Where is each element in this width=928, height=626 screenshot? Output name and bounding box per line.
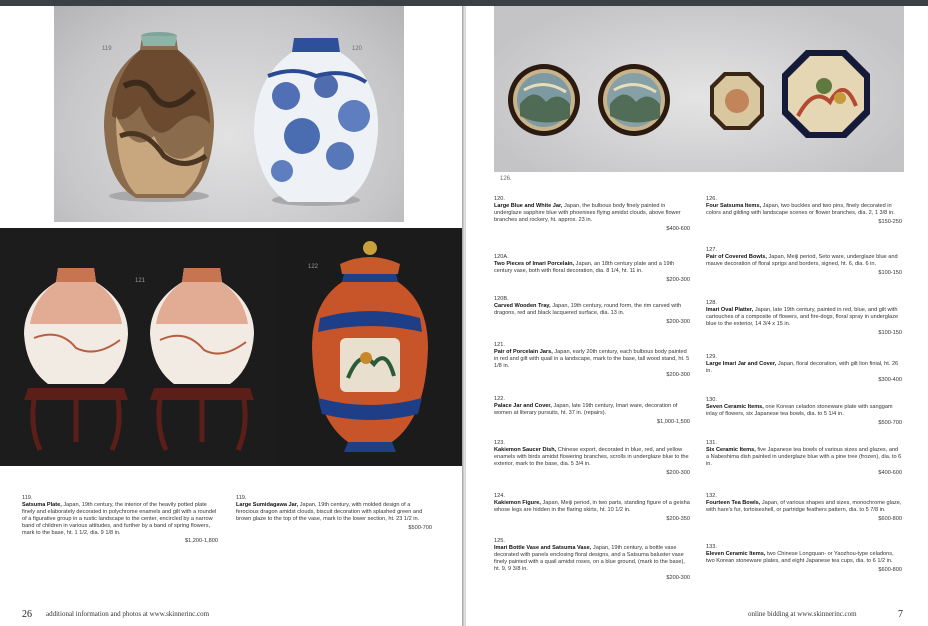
lot-sumidagawa-jar <box>236 495 432 532</box>
lot-estimate: $200-300 <box>666 371 690 378</box>
lot-description: Japan, two buckles and two pins, finely decorated in colors and gilding with landscape scenes or flower branches, dia. 2, 1 3/8 in. <box>706 202 895 216</box>
lot-number: 128. <box>706 300 717 306</box>
vases-119-120-image <box>54 6 404 222</box>
lot-title: Satsuma Plate, <box>22 501 62 508</box>
photo-lot-126 <box>494 6 904 172</box>
plate-number-121: 121 <box>135 278 146 284</box>
page-number-left: 26 <box>22 609 32 620</box>
lot-title: Large Blue and White Jar, <box>494 202 563 209</box>
lot-number: 132. <box>706 493 717 499</box>
lot-description: Japan, of various shapes and sizes, monochrome glaze, with hare's fur, tortoiseshell, or partridge feathers pattern, dia. to 5 7/8 in. <box>706 499 902 513</box>
right-page <box>466 6 928 626</box>
lot-number: 127. <box>706 247 717 253</box>
plate-number-119: 119 <box>102 46 112 52</box>
lot-estimate: $1,000-1,500 <box>657 418 690 425</box>
lot-120 <box>494 196 690 233</box>
lot-120b <box>494 296 690 326</box>
lot-123 <box>494 440 690 477</box>
lot-estimate: $500-700 <box>408 524 432 531</box>
lot-title: Large Sumidagawa Jar, <box>236 501 299 508</box>
lot-estimate: $600-800 <box>878 515 902 522</box>
lot-126 <box>706 196 902 226</box>
lot-number: 119. <box>22 495 33 501</box>
photo-lot-121 <box>0 228 278 466</box>
lot-estimate: $100-150 <box>878 329 902 336</box>
lot-number: 125. <box>494 538 505 544</box>
lot-title: Pair of Porcelain Jars, <box>494 348 553 355</box>
lot-number: 120A. <box>494 254 509 260</box>
page-number-right: 7 <box>898 609 903 620</box>
lot-title: Eleven Ceramic Items, <box>706 550 766 557</box>
lot-description: Japan, the bulbous body finely painted in underglaze sapphire blue with phoenixes flying amidst clouds, above flower branches and rockery, ht. approx. 23 in. <box>494 202 681 223</box>
lot-estimate: $400-600 <box>666 225 690 232</box>
lot-description: Japan, Meiji period, in two parts, standing figure of a geisha whose legs are hidden in the flaring skirts, ht. 10 1/2 in. <box>494 499 690 513</box>
lot-description: five Japanese tea bowls of various sizes and glazes, and a Nabeshima dish painted in underglaze blue with a pine tree (frozen), dia. to 6 in. <box>706 446 902 467</box>
lot-estimate: $400-600 <box>878 469 902 476</box>
lot-128 <box>706 300 902 337</box>
lot-title: Imari Bottle Vase and Satsuma Vase, <box>494 544 592 551</box>
lot-131 <box>706 440 902 477</box>
lot-number: 119. <box>236 495 247 501</box>
lot-estimate: $200-300 <box>666 276 690 283</box>
lot-124 <box>494 493 690 523</box>
lot-title: Fourteen Tea Bowls, <box>706 499 761 506</box>
lot-title: Two Pieces of Imari Porcelain, <box>494 260 575 267</box>
lot-estimate: $1,200-1,800 <box>185 538 218 545</box>
lot-description: one Korean celadon stoneware plate with sanggam inlay of flowers, six Japanese tea bowls, dia. to 5 1/4 in. <box>706 403 893 417</box>
lot-120a <box>494 254 690 284</box>
lot-number: 120. <box>494 196 505 202</box>
lot-title: Imari Oval Platter, <box>706 306 754 313</box>
lot-number: 121. <box>494 342 505 348</box>
lot-estimate: $150-250 <box>878 218 902 225</box>
palace-jar-122-image <box>278 228 462 466</box>
satsuma-items-126-image <box>494 6 904 172</box>
plate-number-122: 122 <box>308 264 319 270</box>
lot-130 <box>706 397 902 427</box>
lot-description: Chinese export, decorated in blue, red, and yellow enamels with birds amidst flowering branches, scrolls in underglaze blue to the exterior, mark to the base, dia. 5 3/4 in. <box>494 446 689 467</box>
lot-125 <box>494 538 690 581</box>
lot-title: Six Ceramic Items, <box>706 446 756 453</box>
lot-description: Japan, floral decoration, with gilt lion finial, ht. 26 in. <box>706 360 899 374</box>
footer-right: online bidding at www.skinnerinc.com <box>748 610 857 618</box>
lot-title: Carved Wooden Tray, <box>494 302 551 309</box>
lot-number: 129. <box>706 354 717 360</box>
lot-title: Large Imari Jar and Cover, <box>706 360 777 367</box>
lot-description: Japan, 19th century, round form, the rim carved with dragons, red and black lacquered surface, dia. 13 in. <box>494 302 682 316</box>
lot-number: 122. <box>494 396 505 402</box>
footer-left: additional information and photos at www.skinnerinc.com <box>46 610 210 618</box>
lot-estimate: $200-300 <box>666 574 690 581</box>
lot-description: Japan, an 18th century plate and a 19th century vase, both with floral decoration, dia. 8 1/4, ht. 11 in. <box>494 260 675 274</box>
lot-title: Kakiemon Saucer Dish, <box>494 446 557 453</box>
left-page <box>0 6 462 626</box>
lot-number: 130. <box>706 397 717 403</box>
photo-lots-119-120 <box>54 6 404 222</box>
lot-estimate: $500-700 <box>878 419 902 426</box>
lot-title: Palace Jar and Cover, <box>494 402 552 409</box>
lot-title: Seven Ceramic Items, <box>706 403 764 410</box>
photo-lot-122 <box>278 228 462 466</box>
lot-number: 123. <box>494 440 505 446</box>
lot-number: 124. <box>494 493 505 499</box>
lot-estimate: $200-300 <box>666 469 690 476</box>
lot-description: two Chinese Longquan- or Yaozhou-type celadons, two Korean stoneware plates, and eight Japanese tea cups, dia. to 6 1/2 in. <box>706 550 894 564</box>
lot-estimate: $200-350 <box>666 515 690 522</box>
lot-description: Japan, 19th century, the interior of the heavily potted plate finely and elaborately decorated in polychrome enamels and gilt with a roundel of a figurative group in a rustic landscape to the center, encircled by a narrow band of children in various attitudes, and further by a band of spring flowers, mark to the base, ht. 1 1/2, dia. 9 1/8 in. <box>22 501 217 536</box>
plate-number-120: 120 <box>352 46 363 52</box>
lot-number: 131. <box>706 440 717 446</box>
lot-estimate: $300-400 <box>878 376 902 383</box>
lot-133 <box>706 544 902 574</box>
lot-title: Pair of Covered Bowls, <box>706 253 767 260</box>
lot-estimate: $600-800 <box>878 566 902 573</box>
lot-description: Japan, early 20th century, each bulbous body painted in red and gilt with quail in a landscape, mark to the base, tall wood stand, ht. 5 1/8 in. <box>494 348 690 369</box>
lot-title: Four Satsuma Items, <box>706 202 762 209</box>
lot-estimate: $100-150 <box>878 269 902 276</box>
lot-description: Japan, late 19th century, Imari ware, decoration of women at literary pursuits, ht. 37 in. (repairs). <box>494 402 678 416</box>
lot-119-satsuma-plate <box>22 495 218 545</box>
lot-121 <box>494 342 690 379</box>
lot-132 <box>706 493 902 523</box>
lot-number: 120B. <box>494 296 509 302</box>
lot-number: 126. <box>706 196 717 202</box>
lot-estimate: $200-300 <box>666 318 690 325</box>
lot-description: Japan, 19th century, with molded design of a ferocious dragon amidst clouds, biscuit decoration with splashed green and brown glaze to the top of the vase, mark to the lower section, ht. 23 1/2 in. <box>236 501 423 522</box>
lot-title: Kakiemon Figure, <box>494 499 541 506</box>
lot-122 <box>494 396 690 426</box>
lot-description: Japan, Meiji period, Seto ware, underglaze blue and mauve decoration of floral sprigs and borders, signed, ht. 6, dia. 6 in. <box>706 253 898 267</box>
lot-129 <box>706 354 902 384</box>
porcelain-jars-121-image <box>0 228 278 466</box>
lot-description: Japan, late 19th century, painted in red, blue, and gilt with cartouches of a composite of flowers, and fire-dogs, floral spray in underglaze blue to the exterior, 14 3/4 x 15 in. <box>706 306 899 327</box>
plate-number-126: 126. <box>500 176 512 182</box>
lot-description: Japan, 19th century, a bottle vase decorated with panels enclosing floral designs, and a Satsuma baluster vase finely painted with a quail amidst roses, on a blue ground, (mark to the base), ht. 9, 9 3/8 in. <box>494 544 685 572</box>
lot-number: 133. <box>706 544 717 550</box>
lot-127 <box>706 247 902 277</box>
